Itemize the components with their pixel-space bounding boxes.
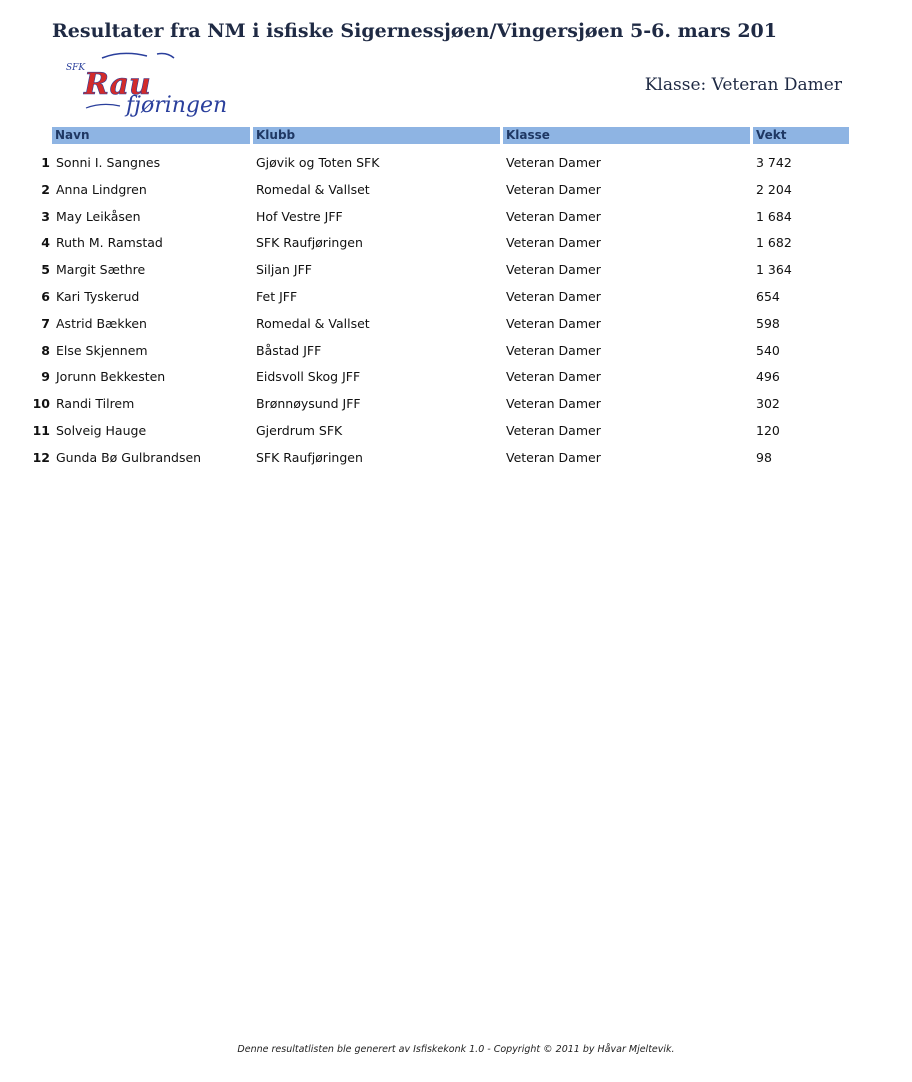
row-club: Romedal & Vallset: [256, 181, 370, 197]
row-rank: 4: [41, 235, 50, 251]
row-rank: 3: [41, 208, 50, 224]
row-rank: 12: [32, 449, 50, 465]
row-class: Veteran Damer: [506, 369, 601, 385]
header-club: Klubb: [253, 127, 500, 144]
row-rank: 2: [41, 181, 50, 197]
row-weight: 120: [756, 422, 780, 438]
logo-text-script: fjøringen: [126, 93, 228, 118]
page-title: Resultater fra NM i isfiske Sigernessjøen/Vingersjøen 5-6. mars 201: [52, 20, 777, 42]
table-row: [0, 204, 912, 231]
logo-text-main: Rau: [84, 67, 151, 102]
row-club: Gjerdrum SFK: [256, 422, 343, 438]
row-class: Veteran Damer: [506, 422, 601, 438]
row-weight: 540: [756, 342, 780, 358]
results-table: [0, 150, 912, 472]
footer-note: Denne resultatlisten ble generert av Isfiskekonk 1.0 - Copyright © 2011 by Håvar Mjeltevik.: [237, 1044, 675, 1055]
row-class: Veteran Damer: [506, 288, 601, 304]
row-class: Veteran Damer: [506, 208, 601, 224]
table-row: [0, 230, 912, 257]
row-weight: 496: [756, 369, 780, 385]
row-class: Veteran Damer: [506, 181, 601, 197]
row-club: Hof Vestre JFF: [256, 208, 343, 224]
row-rank: 11: [32, 422, 50, 438]
row-name: Solveig Hauge: [56, 422, 147, 438]
row-name: Gunda Bø Gulbrandsen: [56, 449, 202, 465]
row-class: Veteran Damer: [506, 315, 601, 331]
row-name: Jorunn Bekkesten: [56, 369, 166, 385]
table-row: [0, 391, 912, 418]
row-class: Veteran Damer: [506, 155, 601, 170]
row-name: Else Skjennem: [56, 342, 148, 358]
row-club: Eidsvoll Skog JFF: [256, 369, 361, 385]
header-name: Navn: [52, 127, 250, 144]
row-name: Randi Tilrem: [56, 396, 135, 412]
row-weight: 1 682: [756, 235, 792, 251]
class-label: Klasse: Veteran Damer: [644, 75, 842, 95]
row-name: Ruth M. Ramstad: [56, 235, 163, 251]
row-class: Veteran Damer: [506, 342, 601, 358]
row-name: Sonni I. Sangnes: [56, 155, 161, 170]
row-name: Margit Sæthre: [56, 262, 146, 278]
row-weight: 302: [756, 396, 780, 412]
table-row: [0, 418, 912, 445]
row-rank: 10: [32, 396, 50, 412]
logo-small-text: SFK: [66, 63, 86, 73]
row-rank: 1: [41, 155, 50, 170]
row-club: Båstad JFF: [256, 342, 322, 358]
row-club: Brønnøysund JFF: [256, 396, 361, 412]
row-club: Romedal & Vallset: [256, 315, 370, 331]
row-name: Kari Tyskerud: [56, 288, 140, 304]
table-row: [0, 150, 912, 177]
table-row: [0, 445, 912, 472]
table-row: [0, 177, 912, 204]
row-weight: 98: [756, 449, 772, 465]
table-row: [0, 338, 912, 365]
row-weight: 1 684: [756, 208, 792, 224]
row-class: Veteran Damer: [506, 235, 601, 251]
row-club: SFK Raufjøringen: [256, 235, 363, 251]
row-name: Astrid Bækken: [56, 315, 147, 331]
table-row: [0, 311, 912, 338]
header-class: Klasse: [503, 127, 750, 144]
row-weight: 598: [756, 315, 780, 331]
row-weight: 3 742: [756, 155, 792, 170]
table-header: [52, 127, 849, 144]
row-weight: 654: [756, 288, 780, 304]
row-weight: 1 364: [756, 262, 792, 278]
table-row: [0, 257, 912, 284]
row-class: Veteran Damer: [506, 396, 601, 412]
table-row: [0, 284, 912, 311]
row-class: Veteran Damer: [506, 449, 601, 465]
row-rank: 5: [41, 262, 50, 278]
row-club: Gjøvik og Toten SFK: [256, 155, 380, 170]
row-club: Siljan JFF: [256, 262, 312, 278]
row-rank: 8: [41, 342, 50, 358]
table-row: [0, 364, 912, 391]
row-club: Fet JFF: [256, 288, 298, 304]
row-name: Anna Lindgren: [56, 181, 147, 197]
row-rank: 7: [41, 315, 50, 331]
row-name: May Leikåsen: [56, 208, 141, 224]
row-weight: 2 204: [756, 181, 792, 197]
header-weight: Vekt: [753, 127, 849, 144]
row-rank: 9: [41, 369, 50, 385]
row-club: SFK Raufjøringen: [256, 449, 363, 465]
row-class: Veteran Damer: [506, 262, 601, 278]
row-rank: 6: [41, 288, 50, 304]
raufjoringen-logo: [62, 50, 232, 122]
